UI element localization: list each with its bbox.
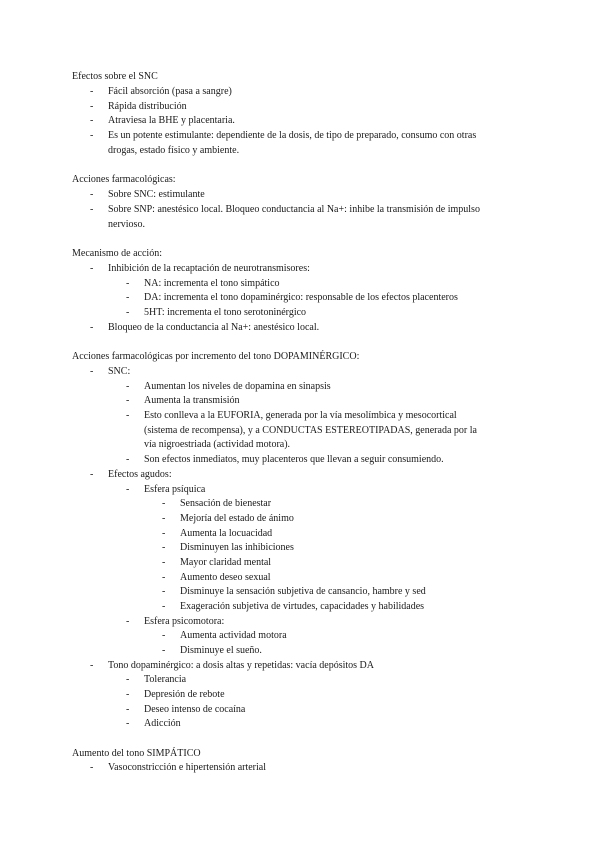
document-page: Efectos sobre el SNC - Fácil absorción (pasa a sangre) - Rápida distribución - Atraviesa la BHE y placentaria. - Es un potente estimulante: dependiente de la dosis, de tipo de preparado, consumo con otras drogas, estado físico y ambiente. Acciones farmacológicas: - Sobre SNC: estimulante - Sobre SNP: anestésico local. Bloqueo conductancia al Na+: inhibe la transmisión de impulso nervioso. Mecanismo de acción: - Inhibición de la recaptación de neurotransmisores: - NA: incrementa el tono simpático - DA: incrementa el tono dopaminérgico: responsable de los efectos placenteros - 5HT: incrementa el tono serotoninérgico - Bloqueo de la conductancia al Na+: anestésico local. Acciones farmacológicas por incremento del tono DOPAMINÉRGICO: - SNC: - Aumentan los niveles de dopamina en sinapsis - Aumenta la transmisión - Esto conlleva a la EUFORIA, generada por la vía mesolímbica y mesocortical (sistema de recompensa), y a CONDUCTAS ESTEREOTIPADAS, generada por la vía nigroestriada (actividad motora). - Son efectos inmediatos, muy placenteros que llevan a seguir consumiendo. - Efectos agudos: - Esfera psíquica - Sensación de bienestar - Mejoría del estado de ánimo - Aumenta la locuacidad - Disminuyen las inhibiciones - Mayor claridad mental - Aumento deseo sexual - Disminuye la sensación subjetiva de cansancio, hambre y sed - Exageración subjetiva de virtudes, capacidades y habilidades - Esfera psicomotora: - Aumenta actividad motora - Disminuye el sueño. - Tono dopaminérgico: a dosis altas y repetidas: vacía depósitos DA - Tolerancia - Depresión de rebote - Deseo intenso de cocaína - Adicción Aumento del tono SIMPÁTICO - Vasoconstricción e hipertensión arterial <box>72 71 480 773</box>
